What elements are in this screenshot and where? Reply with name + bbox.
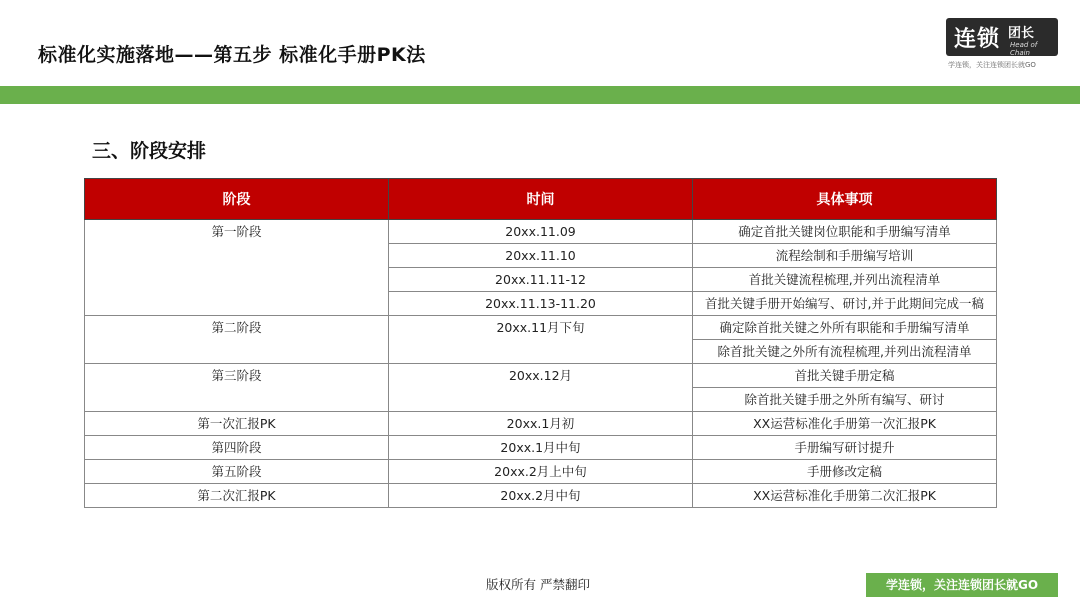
time-cell: 20xx.11.10	[389, 244, 693, 268]
task-cell: 手册编写研讨提升	[693, 436, 997, 460]
logo-main-text: 连锁	[954, 27, 1001, 52]
header-time: 时间	[389, 179, 693, 220]
task-cell: 确定除首批关键之外所有职能和手册编写清单	[693, 316, 997, 340]
header-task: 具体事项	[693, 179, 997, 220]
task-cell: 首批关键流程梳理,并列出流程清单	[693, 268, 997, 292]
table-row	[85, 460, 997, 484]
time-cell: 20xx.11.13-11.20	[389, 292, 693, 316]
time-cell: 20xx.1月中旬	[389, 436, 693, 460]
logo-sub-text: 团长	[1008, 26, 1035, 41]
task-cell: XX运营标准化手册第二次汇报PK	[693, 484, 997, 508]
stage-cell: 第五阶段	[85, 460, 389, 484]
header-divider-band	[0, 86, 1080, 104]
task-cell: 首批关键手册定稿	[693, 364, 997, 388]
task-cell: 除首批关键手册之外所有编写、研讨	[693, 388, 997, 412]
table-row	[85, 412, 997, 436]
logo-english-text: Head of Chain	[1010, 41, 1038, 57]
schedule-table	[84, 178, 997, 508]
time-cell: 20xx.11月下旬	[389, 316, 693, 364]
time-cell: 20xx.11.11-12	[389, 268, 693, 292]
task-cell: 手册修改定稿	[693, 460, 997, 484]
task-cell: XX运营标准化手册第一次汇报PK	[693, 412, 997, 436]
table-header-row	[85, 179, 997, 220]
table-row	[85, 364, 997, 388]
time-cell: 20xx.2月上中旬	[389, 460, 693, 484]
brand-tagline: 学连锁，关注连锁团长就GO	[948, 61, 1036, 69]
time-cell: 20xx.12月	[389, 364, 693, 412]
stage-cell: 第二次汇报PK	[85, 484, 389, 508]
stage-cell: 第四阶段	[85, 436, 389, 460]
time-cell: 20xx.2月中旬	[389, 484, 693, 508]
task-cell: 流程绘制和手册编写培训	[693, 244, 997, 268]
task-cell: 除首批关键之外所有流程梳理,并列出流程清单	[693, 340, 997, 364]
table-row	[85, 316, 997, 340]
section-title: 三、阶段安排	[92, 140, 207, 162]
footer-copyright: 版权所有 严禁翻印	[486, 577, 590, 592]
task-cell: 首批关键手册开始编写、研讨,并于此期间完成一稿	[693, 292, 997, 316]
footer-slogan-badge: 学连锁，关注连锁团长就GO	[866, 573, 1058, 597]
page-title: 标准化实施落地——第五步 标准化手册PK法	[38, 44, 426, 66]
brand-logo	[946, 18, 1058, 56]
table-row	[85, 436, 997, 460]
stage-cell: 第二阶段	[85, 316, 389, 364]
task-cell: 确定首批关键岗位职能和手册编写清单	[693, 220, 997, 244]
stage-cell: 第一阶段	[85, 220, 389, 316]
time-cell: 20xx.11.09	[389, 220, 693, 244]
stage-cell: 第三阶段	[85, 364, 389, 412]
table-row	[85, 220, 997, 244]
stage-cell: 第一次汇报PK	[85, 412, 389, 436]
table-row	[85, 484, 997, 508]
header-stage: 阶段	[85, 179, 389, 220]
time-cell: 20xx.1月初	[389, 412, 693, 436]
